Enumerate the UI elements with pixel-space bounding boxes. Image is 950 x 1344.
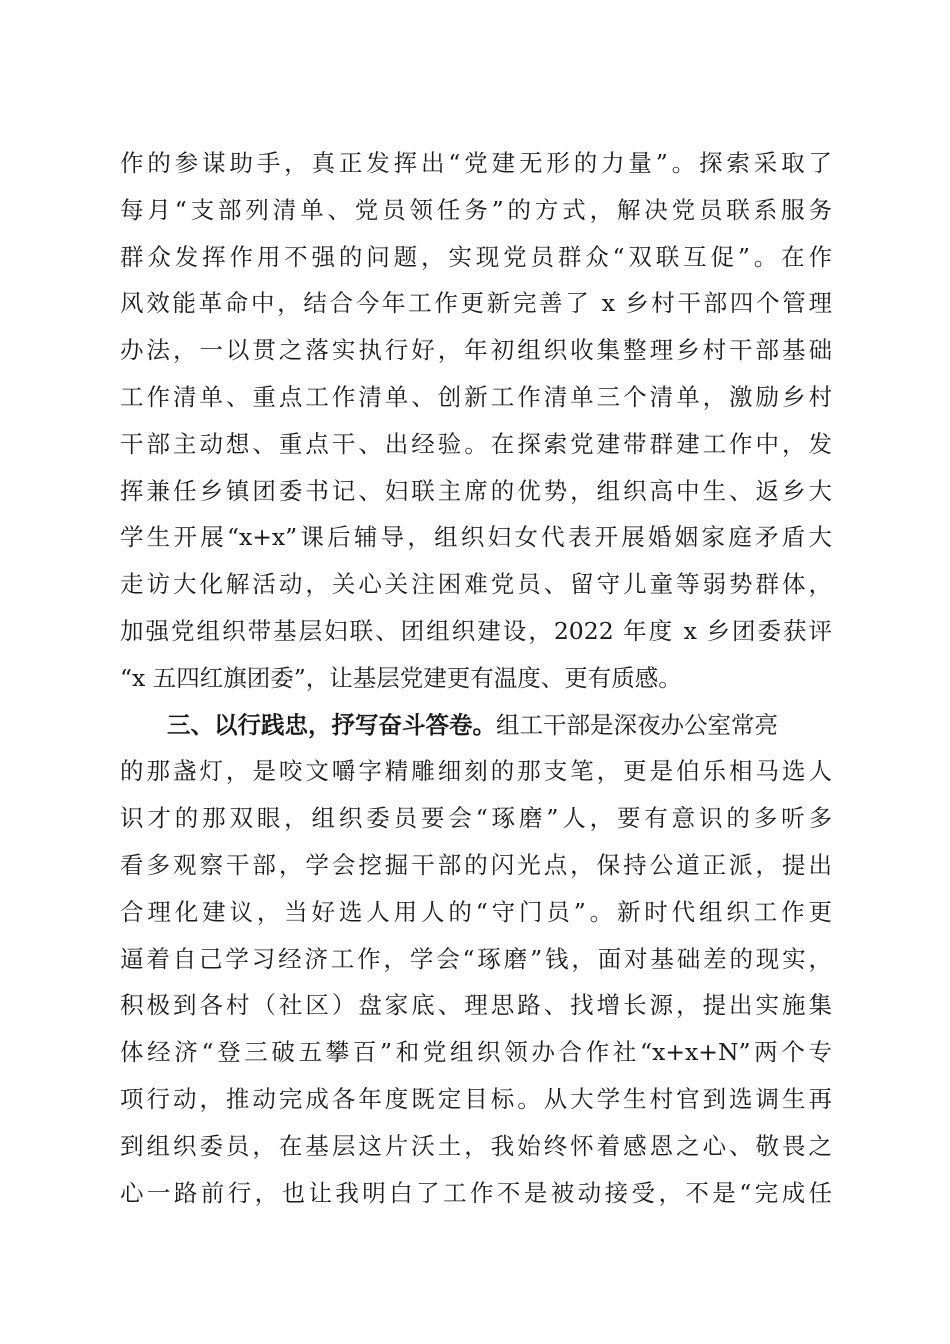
text-line: 识才的那双眼，组织委员要会“琢磨”人，要有意识的多听多	[120, 804, 832, 833]
text-line: 办法，一以贯之落实执行好，年初组织收集整理乡村干部基础	[120, 336, 832, 365]
document-body	[120, 140, 832, 1216]
section-first-line	[120, 702, 832, 749]
paragraph-section-three	[120, 702, 832, 1217]
text-line: 学生开展“x+x”课后辅导，组织妇女代表开展婚姻家庭矛盾大	[120, 523, 832, 552]
text-line: 项行动，推动完成各年度既定目标。从大学生村官到选调生再	[120, 1084, 832, 1113]
text-line: 风效能革命中，结合今年工作更新完善了 x 乡村干部四个管理	[120, 289, 832, 318]
text-line: 心一路前行，也让我明白了工作不是被动接受，不是“完成任	[120, 1178, 832, 1207]
text-line: 加强党组织带基层妇联、团组织建设，2022 年度 x 乡团委获评	[120, 616, 832, 645]
text-line: 积极到各村（社区）盘家底、理思路、找增长源，提出实施集	[120, 991, 832, 1020]
text-line: 的那盏灯，是咬文嚼字精雕细刻的那支笔，更是伯乐相马选人	[120, 757, 832, 786]
text-line: 体经济“登三破五攀百”和党组织领办合作社“x+x+N”两个专	[120, 1038, 832, 1067]
text-line: 逼着自己学习经济工作，学会“琢磨”钱，面对基础差的现实，	[120, 944, 832, 973]
text-line: 到组织委员，在基层这片沃土，我始终怀着感恩之心、敬畏之	[120, 1131, 832, 1160]
text-line: 走访大化解活动，关心关注困难党员、留守儿童等弱势群体，	[120, 570, 832, 599]
text-line: 每月“支部列清单、党员领任务”的方式，解决党员联系服务	[120, 195, 832, 224]
text-line: 工作清单、重点工作清单、创新工作清单三个清单，激励乡村	[120, 382, 832, 411]
text-line: 干部主动想、重点干、出经验。在探索党建带群建工作中，发	[120, 429, 832, 458]
text-line: 合理化建议，当好选人用人的“守门员”。新时代组织工作更	[120, 897, 832, 926]
paragraph-party-building	[120, 140, 832, 702]
text-line: “x 五四红旗团委”，让基层党建更有温度、更有质感。	[120, 663, 682, 692]
text-line: 挥兼任乡镇团委书记、妇联主席的优势，组织高中生、返乡大	[120, 476, 832, 505]
section-heading: 三、以行践忠，抒写奋斗答卷。	[167, 710, 496, 739]
text-line: 群众发挥作用不强的问题，实现党员群众“双联互促”。在作	[120, 242, 832, 271]
text-line: 看多观察干部，学会挖掘干部的闪光点，保持公道正派，提出	[120, 850, 832, 879]
text-line: 作的参谋助手，真正发挥出“党建无形的力量”。探索采取了	[120, 149, 832, 177]
section-first-line-text: 组工干部是深夜办公室常亮	[496, 710, 778, 739]
